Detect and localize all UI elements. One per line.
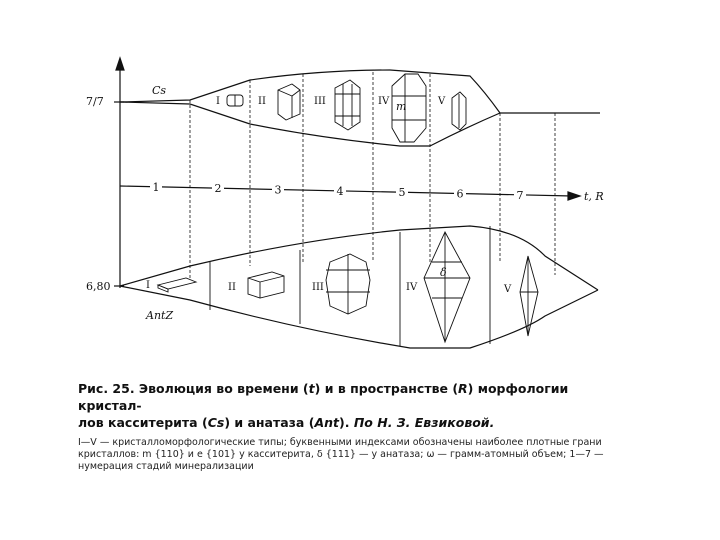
crystal-bottom-I xyxy=(158,278,196,292)
stage-label-1: 1 xyxy=(152,180,160,194)
stage-label-7: 7 xyxy=(516,188,524,202)
crystal-bottom-IV xyxy=(424,232,470,342)
series-bottom-label: AntZ xyxy=(146,309,174,322)
caption-mid2: ) морфологии кристал- xyxy=(78,381,569,413)
bottom-type-V: V xyxy=(504,284,512,295)
stage-label-2: 2 xyxy=(214,182,222,196)
crystal-bottom-V xyxy=(520,256,538,336)
top-type-III: III xyxy=(314,96,326,107)
bottom-type-I: I xyxy=(146,280,150,291)
top-envelope-lower xyxy=(120,102,500,146)
caption-line2b: ) и анатаза ( xyxy=(224,415,315,430)
figure-caption xyxy=(78,380,618,473)
stage-label-6: 6 xyxy=(456,187,464,201)
top-face-label: m xyxy=(396,100,407,113)
caption-prefix: Рис. 25. Эволюция во времени ( xyxy=(78,381,309,396)
top-type-IV: IV xyxy=(378,96,390,107)
y-axis-arrow xyxy=(116,58,124,70)
caption-mid1: ) и в пространстве ( xyxy=(314,381,459,396)
crystal-bottom-II xyxy=(248,272,284,298)
top-type-I: I xyxy=(216,96,220,107)
caption-line2a: лов касситерита ( xyxy=(78,415,208,430)
y-mark-top: 7/7 xyxy=(86,95,104,108)
caption-line2c: ). xyxy=(339,415,354,430)
caption-ant: Ant xyxy=(314,415,339,430)
stage-axis-arrow xyxy=(568,192,580,200)
caption-t: t xyxy=(308,381,315,396)
bottom-envelope-lower xyxy=(120,286,598,348)
stage-label-4: 4 xyxy=(336,184,344,198)
bottom-face-label: δ xyxy=(440,266,447,279)
top-type-V: V xyxy=(438,96,446,107)
crystal-top-V xyxy=(452,92,466,130)
bottom-type-III: III xyxy=(312,282,324,293)
bottom-type-II: II xyxy=(228,282,236,293)
crystal-bottom-III xyxy=(326,254,370,314)
caption-credit: По Н. З. Евзиковой. xyxy=(353,415,495,430)
bottom-type-IV: IV xyxy=(406,282,418,293)
y-mark-bottom: 6,80 xyxy=(86,280,111,293)
crystal-top-II xyxy=(278,84,300,120)
crystal-top-I xyxy=(227,95,243,106)
caption-note: I—V — кристалломорфологические типы; буквенными индексами обозначены наиболее плотные грани кристаллов: m {110} и e {101} у касситерита, δ {111} — у анатаза; ω — грамм-атомный объем; 1—7 — нумерация стадий минерализации xyxy=(78,437,604,472)
top-type-II: II xyxy=(258,96,266,107)
caption-r: R xyxy=(458,381,468,396)
crystal-top-III xyxy=(335,80,360,130)
stage-label-3: 3 xyxy=(274,183,282,197)
caption-cs: Cs xyxy=(207,415,225,430)
series-top-label: Cs xyxy=(152,84,167,97)
stage-axis-label: t, R xyxy=(584,190,604,203)
caption-title xyxy=(78,380,618,431)
stage-label-5: 5 xyxy=(398,186,406,200)
